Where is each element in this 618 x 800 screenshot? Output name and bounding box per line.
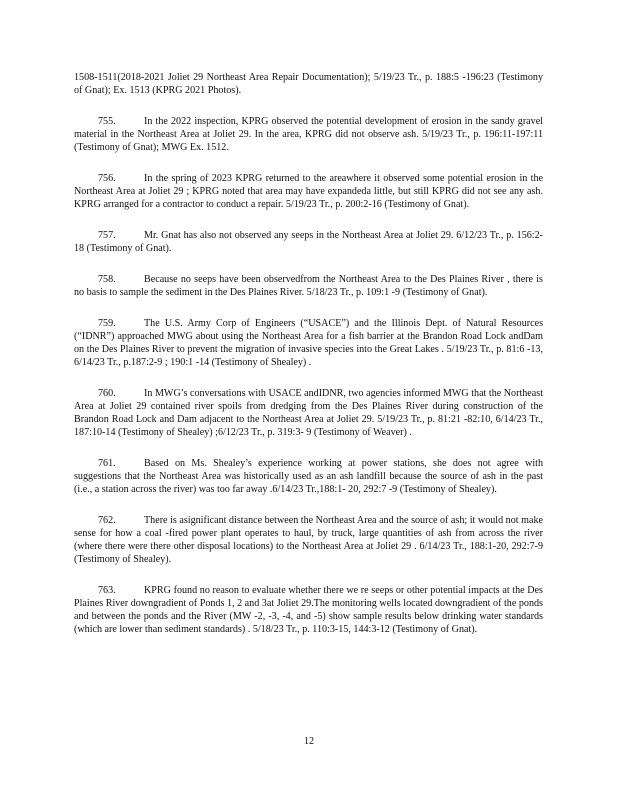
paragraph-text: The U.S. Army Corp of Engineers (“USACE”) and the Illinois Dept. of Natural Resources (“IDNR”) approached MWG about using the Northeast Area for a fish barrier at the Brandon Road Lock andDam on the Des Plaines River to prevent the migration of invasive species into the Great Lakes . 5/19/23 Tr., p. 81:6 -13, 6/14/23 Tr., p.187:2-9 ; 190:1 -14 (Testimony of Shealey) . [74,318,543,368]
paragraph-text: Mr. Gnat has also not observed any seeps in the Northeast Area at Joliet 29. 6/12/23 Tr., p. 156:2-18 (Testimony of Gnat). [74,230,543,254]
paragraph-number: 763. [98,585,116,596]
paragraph-text: In MWG’s conversations with USACE andIDNR, two agencies informed MWG that the Northeast Area at Joliet 29 contained river spoils from dredging from the Des Plaines River during construction of the Brandon Road Lock and Dam adjacent to the Northeast Area at Joliet 29. 5/19/23 Tr., p. 81:21 -82:10, 6/14/23 Tr., 187:10-14 (Testimony of Shealey) ;6/12/23 Tr., p. 319:3- 9 (Testimony of Weaver) . [74,388,543,438]
paragraph-761 [74,457,543,496]
paragraph-763 [74,584,543,636]
page-body [74,71,543,654]
paragraph-text: In the 2022 inspection, KPRG observed the potential development of erosion in the sandy gravel material in the Northeast Area at Joliet 29. In the area, KPRG did not observe ash. 5/19/23 Tr., p. 196:11-197:11 (Testimony of Gnat); MWG Ex. 1512. [74,116,543,153]
paragraph-number: 755. [98,116,116,127]
paragraph-text: KPRG found no reason to evaluate whether there we re seeps or other potential impacts at the Des Plaines River downgradient of Ponds 1, 2 and 3at Joliet 29.The monitoring wells located downgradient of the ponds and between the ponds and the River (MW -2, -3, -4, and -5) show sample results below drinking water standards (which are lower than sediment standards) . 5/18/23 Tr., p. 110:3-15, 144:3-12 (Testimony of Gnat). [74,585,543,635]
paragraph-number: 761. [98,458,116,469]
paragraph-755 [74,115,543,154]
paragraph-762 [74,514,543,566]
paragraph-757 [74,229,543,255]
paragraph-text: Based on Ms. Shealey’s experience working at power stations, she does not agree with suggestions that the Northeast Area was historically used as an ash landfill because the source of ash in the past (i.e., a station across the river) was too far away .6/14/23 Tr.,188:1- 20, 292:7 -9 (Testimony of Shealey). [74,458,543,495]
paragraph-text: In the spring of 2023 KPRG returned to the areawhere it observed some potential erosion in the Northeast Area at Joliet 29 ; KPRG noted that area may have expandeda little, but still KPRG did not see any ash. KPRG arranged for a contractor to conduct a repair. 5/19/23 Tr., p. 200:2-16 (Testimony of Gnat). [74,173,543,210]
paragraph-number: 760. [98,388,116,399]
continued-paragraph: 1508-1511(2018-2021 Joliet 29 Northeast Area Repair Documentation); 5/19/23 Tr., p. 188:5 -196:23 (Testimony of Gnat); Ex. 1513 (KPRG 2021 Photos). [74,72,543,96]
paragraph-759 [74,317,543,369]
paragraph-number: 758. [98,274,116,285]
page-number: 12 [303,736,315,747]
paragraph-text: There is asignificant distance between the Northeast Area and the source of ash; it would not make sense for how a coal -fired power plant operates to haul, by truck, large quantities of ash from across the river (where there were there other disposal locations) to the Northeast Area at Joliet 29 . 6/14/23 Tr., 188:1-20, 292:7-9 (Testimony of Shealey). [74,515,543,565]
paragraph-758 [74,273,543,299]
paragraph-760 [74,387,543,439]
paragraph-756 [74,172,543,211]
paragraph-number: 757. [98,230,116,241]
paragraph-number: 756. [98,173,116,184]
paragraph-number: 762. [98,515,116,526]
paragraph-text: Because no seeps have been observedfrom the Northeast Area to the Des Plaines River , there is no basis to sample the sediment in the Des Plaines River. 5/18/23 Tr., p. 109:1 -9 (Testimony of Gnat). [74,274,543,298]
paragraph-number: 759. [98,318,116,329]
